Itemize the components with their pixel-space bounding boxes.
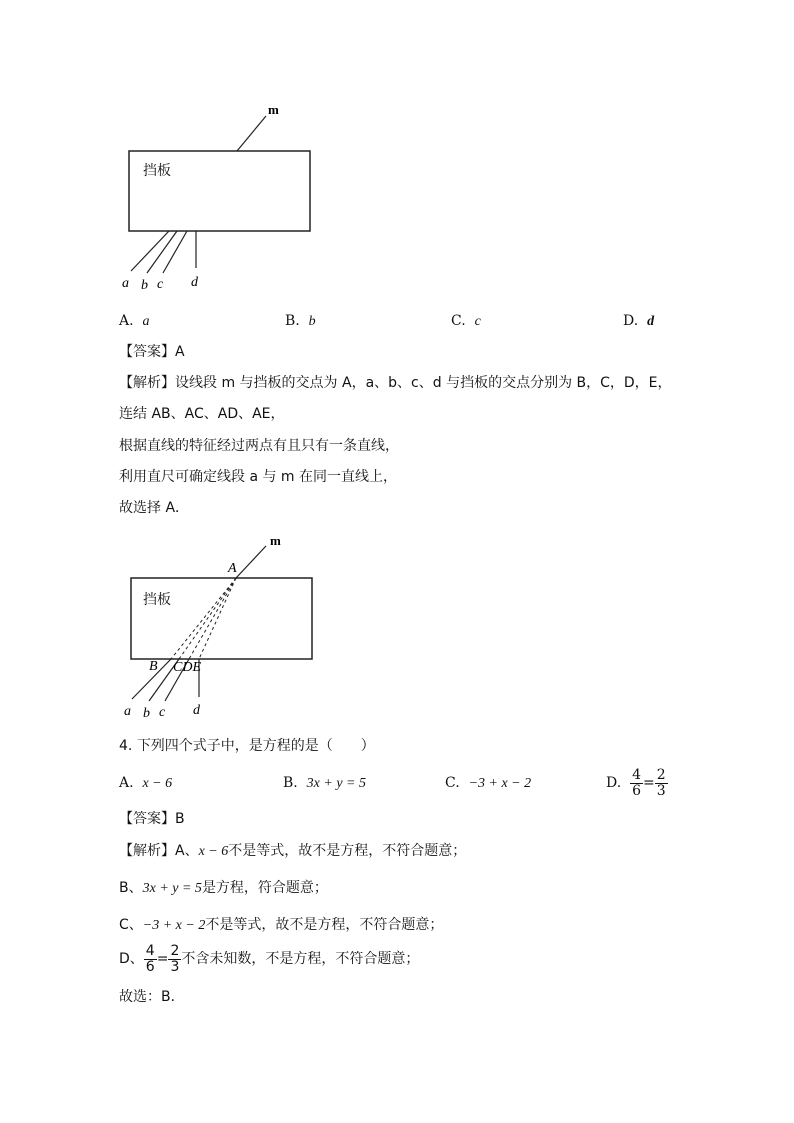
q4-analysis-line-d: D、 $\frac{4}{6}$ = $\frac{2}{3}$ 不含未知数，不是方程，不符合题意； [119,942,420,975]
q3-option-c: C. c [451,313,481,329]
line-c [163,231,187,273]
line-b [147,231,177,273]
q3-analysis-line-5: 故选择 A． [119,500,190,516]
label-c-2: c [159,705,166,720]
label-d: d [191,275,198,290]
label-b-2: b [143,706,150,721]
label-point-cde: CDE [173,660,201,675]
q3-analysis-line-4: 利用直尺可确定线段 a 与 m 在同一直线上， [119,469,398,485]
q4-answer: 【答案】B [119,811,185,827]
board-label-1: 挡板 [143,163,171,179]
fraction-2-3-analysis: $\frac{2}{3}$ [170,942,180,975]
label-a-2: a [124,704,131,719]
line-m-2 [236,546,266,578]
dashed-ac [179,578,236,659]
q4-conclusion: 故选：B． [119,989,185,1005]
q4-option-a: A. x − 6 [119,775,173,791]
q4-option-c: C. −3 + x − 2 [445,775,532,791]
q3-option-a: A. a [119,313,150,329]
figure-2-diagram [0,520,794,725]
q4-analysis-line-a: 【解析】A、x − 6不是等式，故不是方程，不符合题意； [119,843,467,859]
q3-option-b: B. b [285,313,316,329]
label-m-2: m [270,533,281,548]
q4-option-d: D. $\frac{4}{6}$ = $\frac{2}{3}$ [606,766,666,799]
label-a: a [122,276,129,291]
board-label-2: 挡板 [143,592,171,608]
label-point-b: B [149,659,158,674]
fraction-4-6-analysis: $\frac{4}{6}$ [145,942,155,975]
q3-analysis-line-1: 【解析】设线段 m 与挡板的交点为 A，a、b、c、d 与挡板的交点分别为 B，C，D，E， [119,375,672,391]
label-point-a: A [228,561,237,576]
dashed-ae [199,578,236,659]
q4-option-b: B. 3x + y = 5 [283,775,366,791]
q4-analysis-line-b: B、3x + y = 5是方程，符合题意； [119,880,328,896]
line-m [237,116,266,151]
q3-answer: 【答案】A [119,344,185,360]
dashed-ab [171,578,236,659]
figure-1-diagram [0,0,794,300]
label-d-2: d [193,703,200,718]
label-c: c [157,277,164,292]
label-m: m [268,102,279,117]
q3-option-d: D. d [623,313,655,329]
q3-analysis-line-2: 连结 AB、AC、AD、AE， [119,406,285,422]
q4-analysis-line-c: C、−3 + x − 2不是等式，故不是方程，不符合题意； [119,917,444,933]
q3-analysis-line-3: 根据直线的特征经过两点有且只有一条直线， [119,438,399,454]
dashed-ad [189,578,236,659]
q4-stem: 4. 下列四个式子中，是方程的是（ ） [119,738,375,754]
fraction-2-3: $\frac{2}{3}$ [656,766,666,799]
fraction-4-6: $\frac{4}{6}$ [632,766,642,799]
label-b: b [141,278,148,293]
